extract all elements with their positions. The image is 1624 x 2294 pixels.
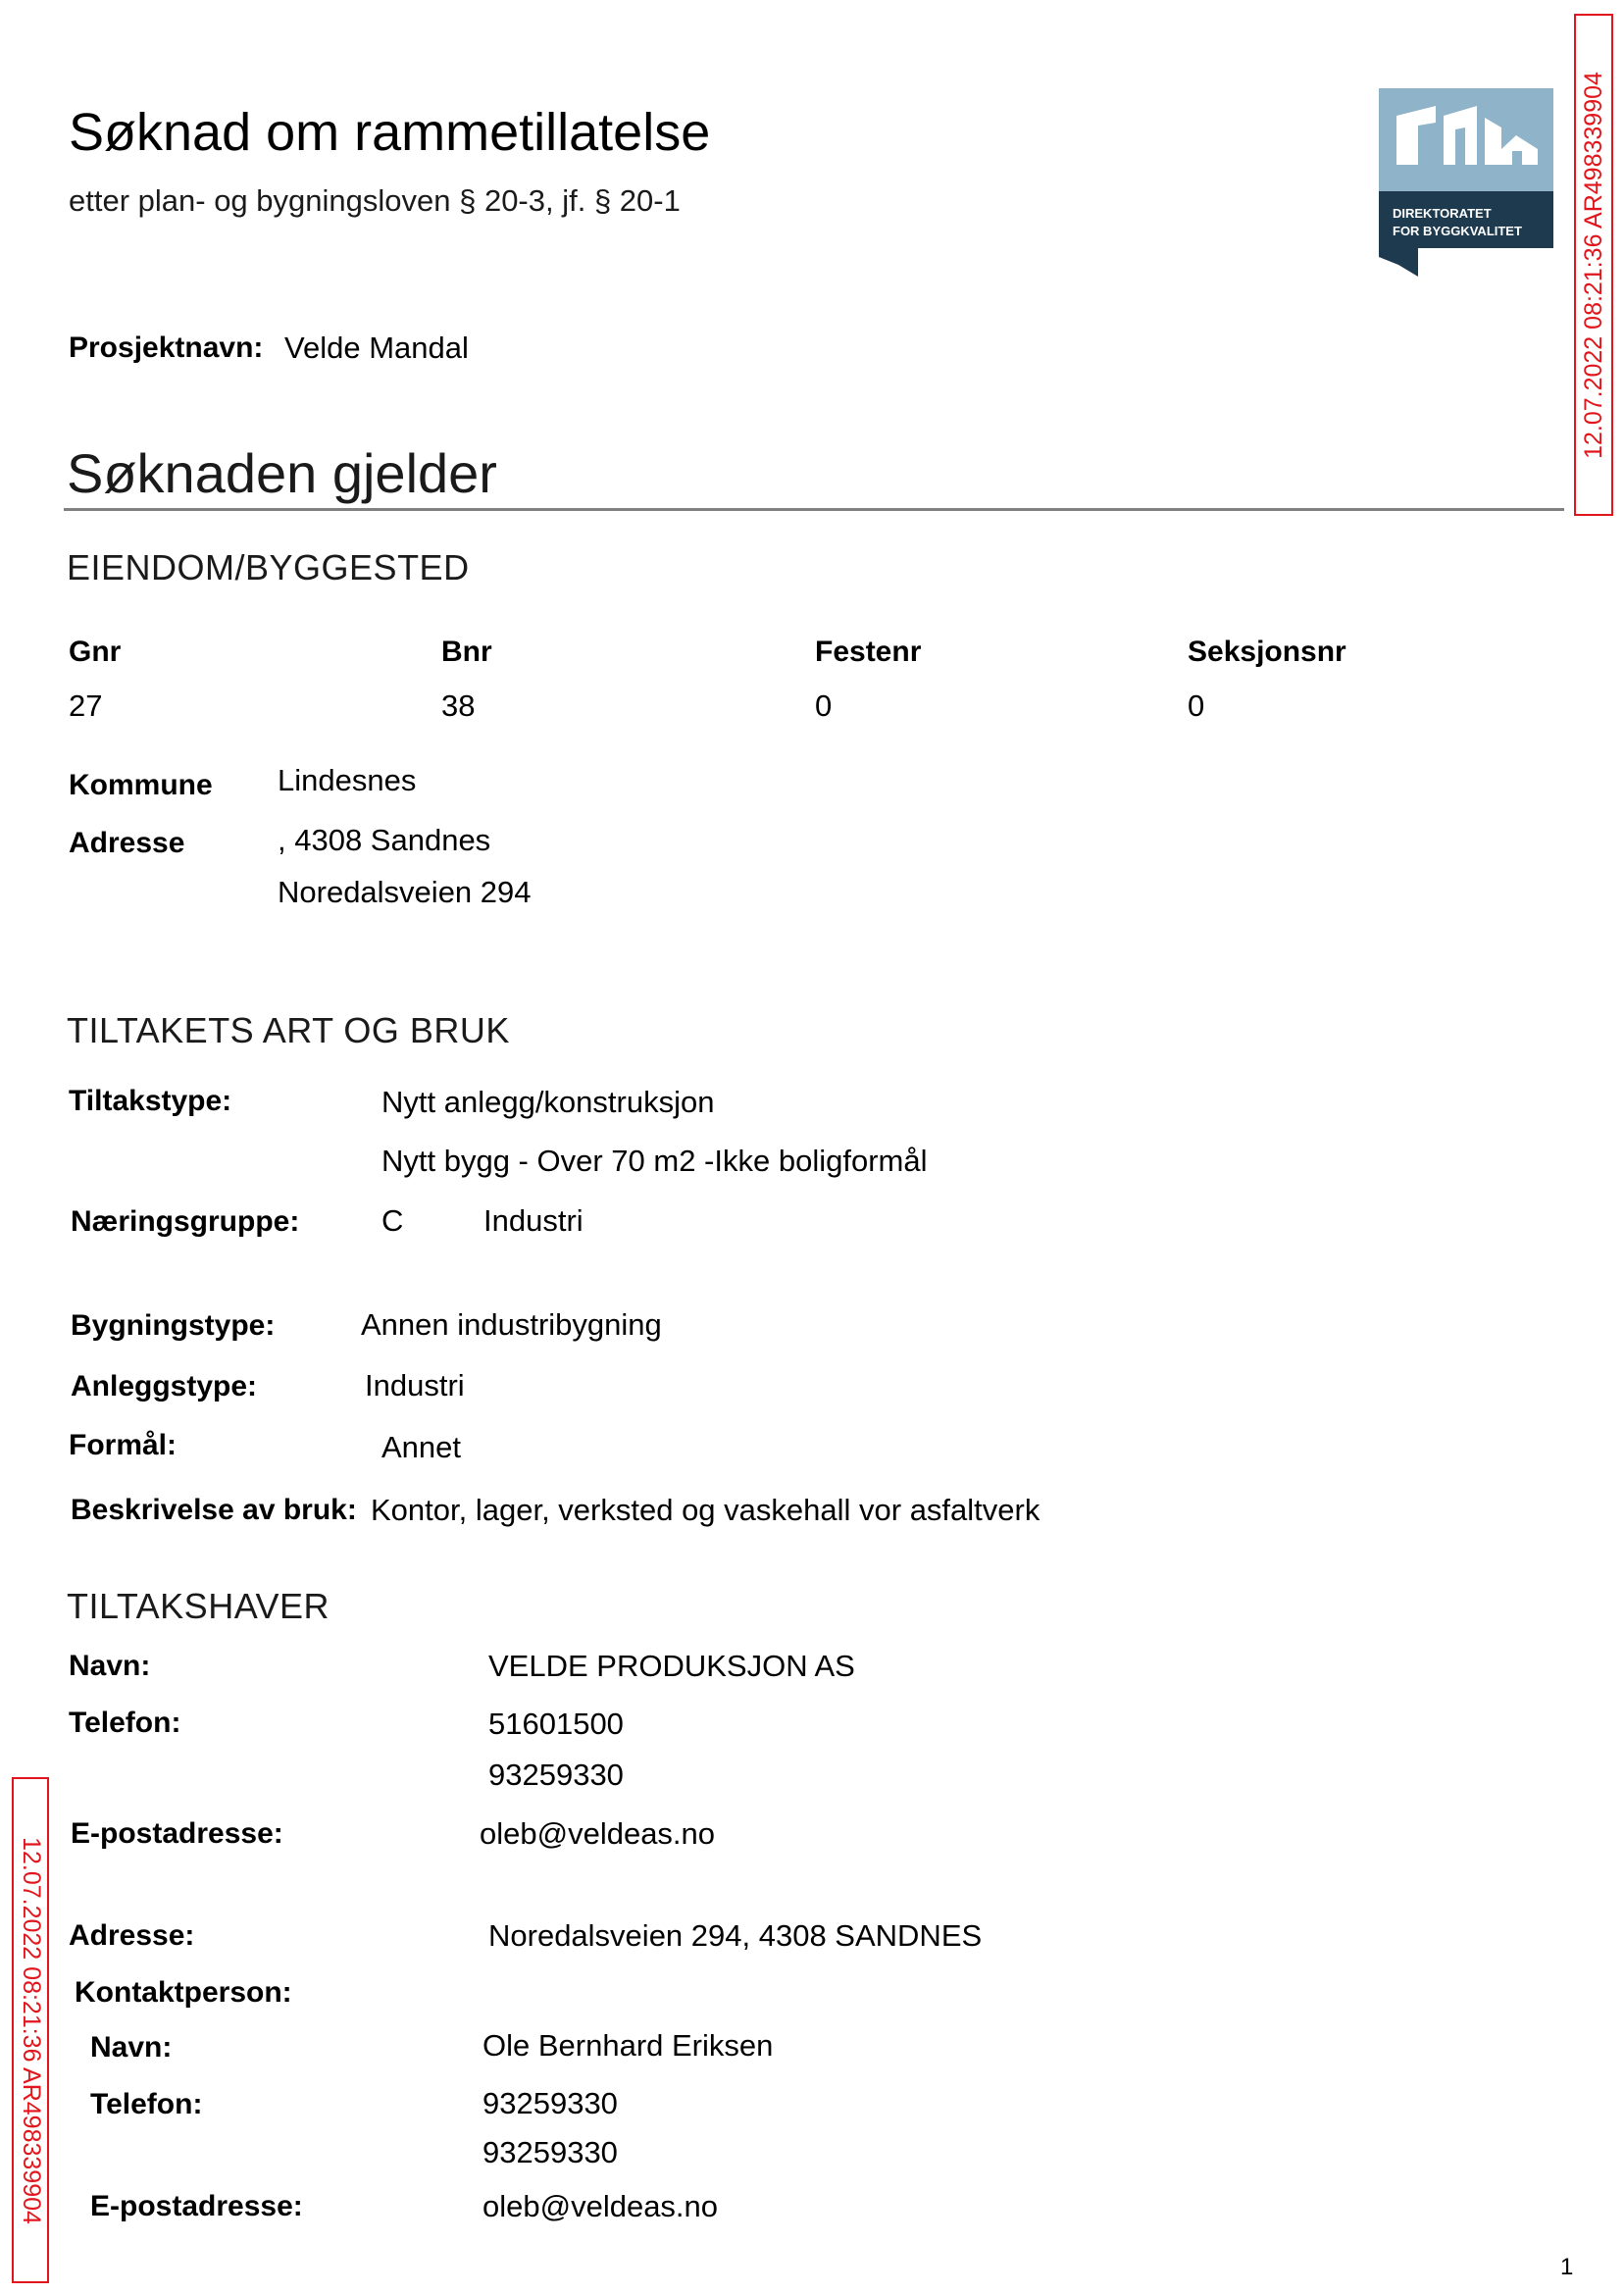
adresse-line1: , 4308 Sandnes: [278, 823, 491, 857]
document-title: Søknad om rammetillatelse: [69, 103, 711, 162]
beskrivelse-value: Kontor, lager, verksted og vaskehall vor asfaltverk: [371, 1493, 1040, 1527]
naeringsgruppe-value: Industri: [483, 1203, 584, 1238]
adresse-line2: Noredalsveien 294: [278, 875, 532, 909]
bygningstype-label: Bygningstype:: [71, 1309, 276, 1342]
bnr-label: Bnr: [441, 636, 492, 668]
seksjonsnr-label: Seksjonsnr: [1188, 636, 1346, 668]
tiltak-heading: TILTAKETS ART OG BRUK: [67, 1010, 510, 1050]
gnr-value: 27: [69, 688, 103, 723]
epost-value: oleb@veldeas.no: [480, 1816, 716, 1851]
formaal-label: Formål:: [69, 1429, 178, 1461]
page-number: 1: [1560, 2254, 1574, 2280]
kontakt-telefon-label: Telefon:: [90, 2088, 203, 2120]
navn-label: Navn:: [69, 1650, 151, 1682]
archive-stamp-left: [12, 1777, 49, 2283]
tiltakshaver-heading: TILTAKSHAVER: [67, 1586, 330, 1626]
tiltakstype-value-1: Nytt anlegg/konstruksjon: [381, 1085, 715, 1119]
tiltakstype-label: Tiltakstype:: [69, 1085, 232, 1117]
festenr-value: 0: [815, 688, 833, 723]
tiltakshaver-adresse-label: Adresse:: [69, 1919, 195, 1952]
telefon-value-2: 93259330: [488, 1758, 624, 1792]
kontakt-epost-label: E-postadresse:: [90, 2190, 303, 2222]
kontakt-epost-value: oleb@veldeas.no: [482, 2189, 719, 2223]
gnr-label: Gnr: [69, 636, 122, 668]
formaal-value: Annet: [381, 1430, 462, 1464]
beskrivelse-label: Beskrivelse av bruk:: [71, 1494, 357, 1526]
kontakt-telefon-value-1: 93259330: [482, 2086, 618, 2120]
kommune-value: Lindesnes: [278, 763, 417, 797]
archive-stamp-right-text: 12.07.2022 08:21:36 AR498339904: [1579, 71, 1607, 459]
bygningstype-value: Annen industribygning: [361, 1307, 662, 1342]
kontakt-telefon-value-2: 93259330: [482, 2135, 618, 2169]
dibk-logo-graphic: [1379, 88, 1553, 277]
seksjonsnr-value: 0: [1188, 688, 1205, 723]
logo-text-line2: FOR BYGGKVALITET: [1393, 224, 1522, 238]
kommune-label: Kommune: [69, 769, 213, 801]
festenr-label: Festenr: [815, 636, 922, 668]
project-name-value: Velde Mandal: [284, 331, 469, 365]
naeringsgruppe-label: Næringsgruppe:: [71, 1205, 300, 1238]
adresse-label: Adresse: [69, 827, 185, 859]
telefon-label: Telefon:: [69, 1707, 181, 1739]
kontakt-navn-label: Navn:: [90, 2031, 173, 2064]
tiltakshaver-adresse-value: Noredalsveien 294, 4308 SANDNES: [488, 1918, 983, 1953]
epost-label: E-postadresse:: [71, 1817, 283, 1850]
kontakt-navn-value: Ole Bernhard Eriksen: [482, 2028, 774, 2063]
naeringsgruppe-code: C: [381, 1203, 404, 1238]
section-divider: [64, 508, 1564, 511]
archive-stamp-right: [1574, 14, 1613, 516]
telefon-value-1: 51601500: [488, 1707, 624, 1741]
navn-value: VELDE PRODUKSJON AS: [488, 1649, 855, 1683]
kontaktperson-label: Kontaktperson:: [75, 1976, 292, 2009]
logo-text-line1: DIREKTORATET: [1393, 206, 1492, 221]
project-name-label: Prosjektnavn:: [69, 331, 264, 364]
anleggstype-label: Anleggstype:: [71, 1370, 258, 1402]
bnr-value: 38: [441, 688, 476, 723]
anleggstype-value: Industri: [365, 1368, 465, 1402]
tiltakstype-value-2: Nytt bygg - Over 70 m2 -Ikke boligformål: [381, 1144, 928, 1178]
document-subtitle: etter plan- og bygningsloven § 20-3, jf. § 20-1: [69, 183, 681, 218]
eiendom-heading: EIENDOM/BYGGESTED: [67, 547, 470, 587]
dibk-logo: [1379, 88, 1553, 277]
section-heading: Søknaden gjelder: [67, 442, 497, 504]
archive-stamp-left-text: 12.07.2022 08:21:36 AR498339904: [17, 1836, 45, 2224]
